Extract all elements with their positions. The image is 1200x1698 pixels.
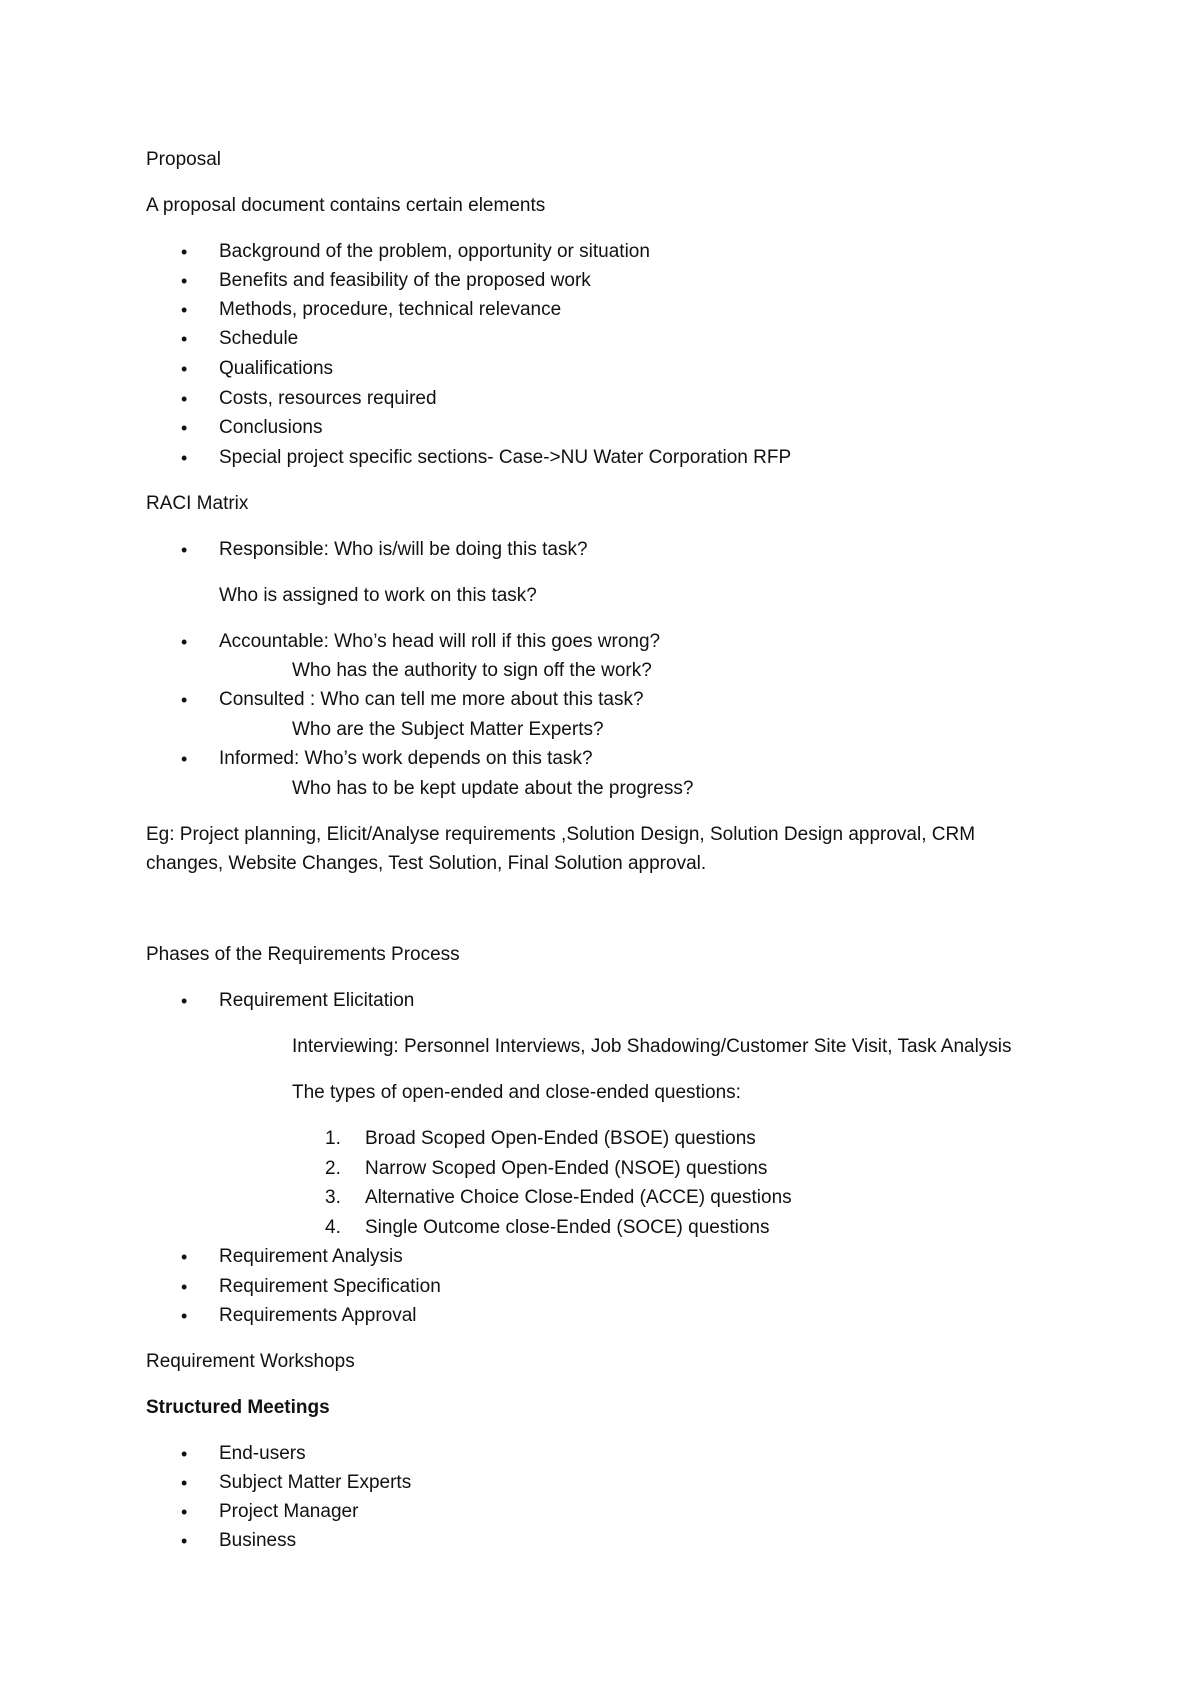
bullet: •	[181, 749, 188, 769]
question-item: Single Outcome close-Ended (SOCE) questions	[365, 1217, 770, 1238]
question-item: Broad Scoped Open-Ended (BSOE) questions	[365, 1128, 756, 1149]
proposal-intro: A proposal document contains certain elements	[146, 195, 546, 216]
raci-example-line2: changes, Website Changes, Test Solution, Final Solution approval.	[146, 853, 707, 874]
bullet: •	[181, 1473, 188, 1493]
proposal-item: Background of the problem, opportunity or situation	[219, 241, 650, 262]
question-number: 3.	[325, 1187, 341, 1208]
workshops-heading: Requirement Workshops	[146, 1351, 355, 1372]
question-item: Narrow Scoped Open-Ended (NSOE) questions	[365, 1158, 768, 1179]
raci-accountable-sub: Who has the authority to sign off the work?	[292, 660, 652, 681]
meeting-participant: Project Manager	[219, 1501, 359, 1522]
bullet: •	[181, 1531, 188, 1551]
raci-consulted: Consulted : Who can tell me more about this task?	[219, 689, 644, 710]
bullet: •	[181, 271, 188, 291]
question-number: 1.	[325, 1128, 341, 1149]
bullet: •	[181, 242, 188, 262]
bullet: •	[181, 418, 188, 438]
bullet: •	[181, 991, 188, 1011]
bullet: •	[181, 632, 188, 652]
proposal-item: Methods, procedure, technical relevance	[219, 299, 562, 320]
raci-informed: Informed: Who’s work depends on this task?	[219, 748, 593, 769]
phase-elicitation: Requirement Elicitation	[219, 990, 415, 1011]
structured-meetings-heading: Structured Meetings	[146, 1397, 330, 1418]
proposal-item: Costs, resources required	[219, 388, 437, 409]
phase-analysis: Requirement Analysis	[219, 1246, 403, 1267]
raci-responsible: Responsible: Who is/will be doing this task?	[219, 539, 588, 560]
proposal-item: Qualifications	[219, 358, 334, 379]
raci-heading: RACI Matrix	[146, 493, 249, 514]
bullet: •	[181, 1502, 188, 1522]
phase-specification: Requirement Specification	[219, 1276, 441, 1297]
proposal-item: Benefits and feasibility of the proposed work	[219, 270, 591, 291]
phase-interviewing: Interviewing: Personnel Interviews, Job Shadowing/Customer Site Visit, Task Analysis	[292, 1036, 1012, 1057]
meeting-participant: Subject Matter Experts	[219, 1472, 412, 1493]
bullet: •	[181, 1277, 188, 1297]
proposal-heading: Proposal	[146, 149, 221, 170]
meeting-participant: Business	[219, 1530, 297, 1551]
bullet: •	[181, 1247, 188, 1267]
bullet: •	[181, 329, 188, 349]
proposal-item: Conclusions	[219, 417, 323, 438]
bullet: •	[181, 540, 188, 560]
bullet: •	[181, 448, 188, 468]
bullet: •	[181, 359, 188, 379]
proposal-item: Special project specific sections- Case->NU Water Corporation RFP	[219, 447, 792, 468]
bullet: •	[181, 389, 188, 409]
bullet: •	[181, 690, 188, 710]
question-number: 4.	[325, 1217, 341, 1238]
raci-responsible-sub: Who is assigned to work on this task?	[219, 585, 537, 606]
proposal-item: Schedule	[219, 328, 299, 349]
question-item: Alternative Choice Close-Ended (ACCE) questions	[365, 1187, 792, 1208]
raci-consulted-sub: Who are the Subject Matter Experts?	[292, 719, 604, 740]
phase-question-types: The types of open-ended and close-ended questions:	[292, 1082, 741, 1103]
raci-informed-sub: Who has to be kept update about the progress?	[292, 778, 694, 799]
question-number: 2.	[325, 1158, 341, 1179]
phase-approval: Requirements Approval	[219, 1305, 417, 1326]
phases-heading: Phases of the Requirements Process	[146, 944, 460, 965]
bullet: •	[181, 1306, 188, 1326]
raci-accountable: Accountable: Who’s head will roll if this goes wrong?	[219, 631, 661, 652]
bullet: •	[181, 1444, 188, 1464]
meeting-participant: End-users	[219, 1443, 306, 1464]
raci-example-line1: Eg: Project planning, Elicit/Analyse requirements ,Solution Design, Solution Design approval, CRM	[146, 824, 976, 845]
bullet: •	[181, 300, 188, 320]
